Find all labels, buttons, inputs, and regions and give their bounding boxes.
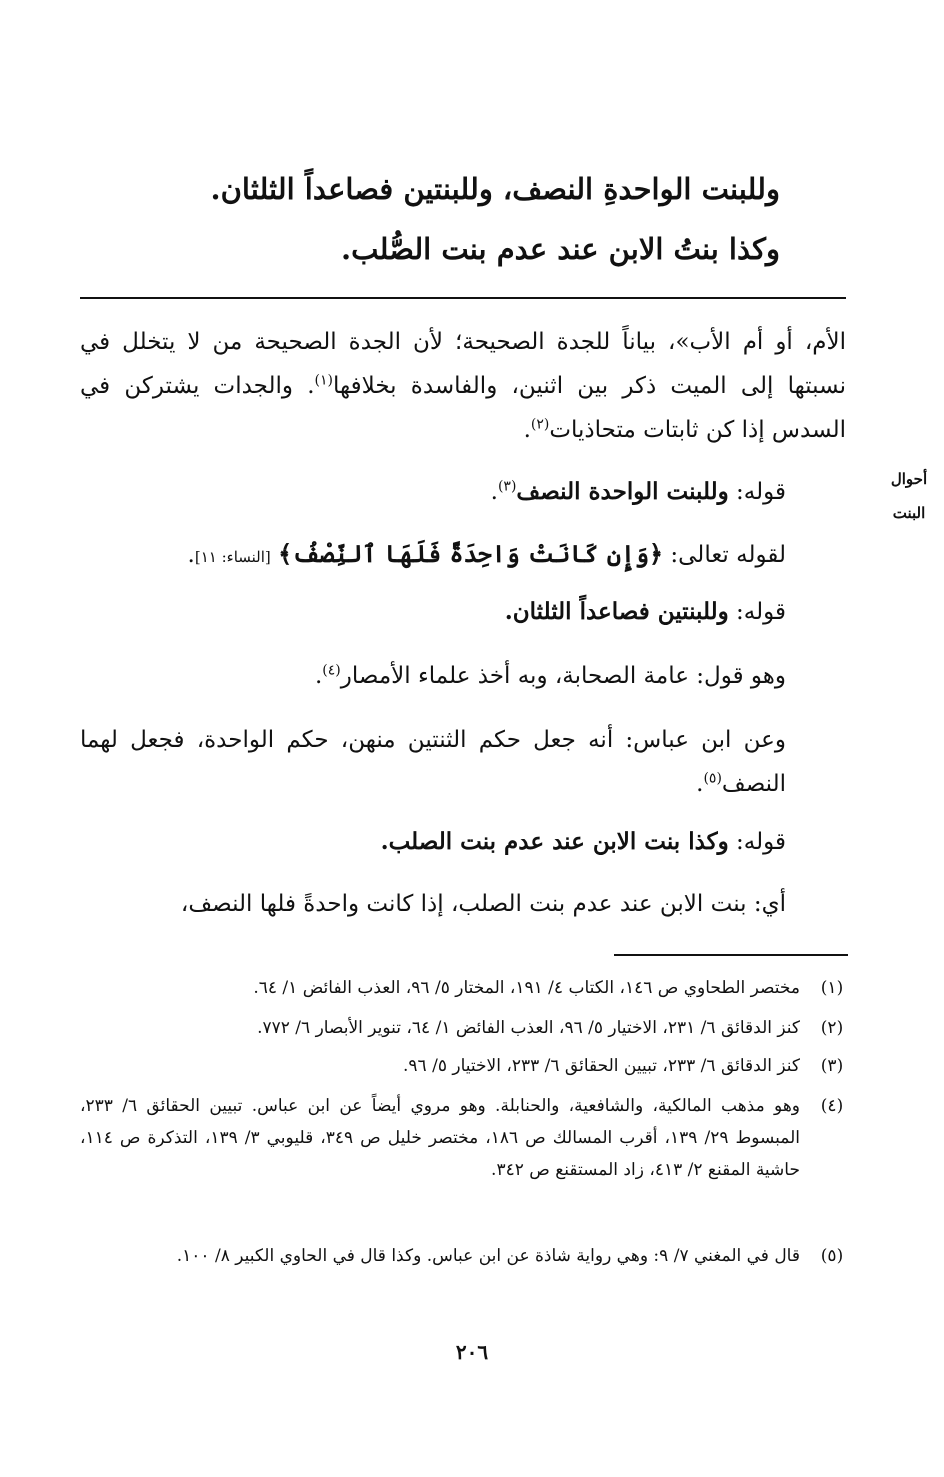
qawluh-2-prefix: قوله: <box>728 599 786 625</box>
qawluh-2-text: وللبنتين فصاعداً الثلثان. <box>504 598 729 625</box>
footnote-4-number: (٤) <box>820 1096 844 1116</box>
ibn-abbas-end: . <box>696 771 704 797</box>
footnote-ref-3: (٣) <box>497 478 517 495</box>
matn-line-1: وللبنت الواحدةِ النصف، وللبنتين فصاعداً الثلثان. <box>210 172 780 206</box>
huwa-line <box>80 660 786 692</box>
footnote-ref-2: (٢) <box>530 416 550 433</box>
footnote-2 <box>80 1012 846 1044</box>
huwa-end: . <box>314 663 323 689</box>
page-number: ٢٠٦ <box>455 1340 489 1364</box>
footnote-2-number: (٢) <box>820 1018 844 1038</box>
verse-prefix: لقوله تعالى: <box>663 542 786 568</box>
footnote-3-number: (٣) <box>820 1056 844 1076</box>
qawluh-2 <box>80 596 786 628</box>
ibn-abbas-text: وعن ابن عباس: أنه جعل حكم الثنتين منهن، حكم الواحدة، فجعل لهما النصف <box>80 727 786 797</box>
qawluh-3 <box>80 826 786 858</box>
footnote-1-text: مختصر الطحاوي ص ١٤٦، الكتاب ٤/ ١٩١، المختار ٥/ ٩٦، العذب الفائض ١/ ٦٤. <box>253 978 800 998</box>
sidenote-line-2: البنت <box>892 504 926 522</box>
qawluh-1-text: وللبنت الواحدة النصف <box>516 478 729 505</box>
footnote-ref-5: (٥) <box>703 770 722 787</box>
huwa-text: وهو قول: عامة الصحابة، وبه أخذ علماء الأمصار <box>340 663 786 689</box>
footnote-ref-4: (٤) <box>322 662 341 679</box>
footnote-divider <box>614 954 848 956</box>
footnote-5 <box>80 1240 846 1272</box>
intro-text-2: . والجدات يشتركن في السدس إذا كن ثابتات متحاذيات <box>80 373 846 443</box>
footnote-ref-1: (١) <box>314 372 333 389</box>
footnote-1 <box>80 972 846 1004</box>
footnote-3 <box>80 1050 846 1082</box>
intro-end: . <box>523 417 531 443</box>
footnote-5-number: (٥) <box>820 1246 844 1266</box>
quran-verse: ﴿وَإِن كَانَتْ وَاحِدَةً فَلَهَا ٱلنِّصْفُ﴾ <box>278 539 664 568</box>
matn-line-2: وكذا بنتُ الابن عند عدم بنت الصُّلب. <box>341 232 780 266</box>
verse-end: . <box>187 542 195 568</box>
footnote-2-text: كنز الدقائق ٦/ ٢٣١، الاختيار ٥/ ٩٦، العذب الفائض ١/ ٦٤، تنوير الأبصار ٦/ ٧٧٢. <box>257 1018 800 1038</box>
verse-line <box>80 538 786 573</box>
sidenote <box>880 462 938 530</box>
footnote-3-text: كنز الدقائق ٦/ ٢٣٣، تبيين الحقائق ٦/ ٢٣٣، الاختيار ٥/ ٩٦. <box>403 1056 800 1076</box>
footnote-4 <box>80 1090 846 1186</box>
ibn-abbas-paragraph <box>80 718 786 806</box>
qawluh-1 <box>80 476 786 508</box>
ay-line: أي: بنت الابن عند عدم بنت الصلب، إذا كانت واحدةً فلها النصف، <box>180 891 786 917</box>
verse-source: [النساء: ١١] <box>194 548 271 566</box>
intro-paragraph <box>80 320 846 452</box>
sidenote-line-1: أحوال <box>890 470 928 488</box>
footnote-4-text: وهو مذهب المالكية، والشافعية، والحنابلة. وهو مروي أيضاً عن ابن عباس. تبيين الحقائق ٦/ ٢٣٣، المبسوط ٢٩/ ١٣٩، أقرب المسالك ص ١٨٦، مختصر خليل ص ٣٤٩، قليوبي ٣/ ١٣٩، التذكرة ص ١١٤، حاشية المقنع ٢/ ٤١٣، زاد المستقنع ص ٣٤٢. <box>80 1096 800 1180</box>
qawluh-3-text: وكذا بنت الابن عند عدم بنت الصلب. <box>380 828 729 855</box>
intro-text-1: الأم، أو أم الأب»، بياناً للجدة الصحيحة؛ لأن الجدة الصحيحة من لا يتخلل في نسبتها إلى الميت ذكر بين اثنين، والفاسدة بخلافها <box>80 329 846 399</box>
footnote-5-text: قال في المغني ٧/ ٩: وهي رواية شاذة عن ابن عباس. وكذا قال في الحاوي الكبير ٨/ ١٠٠. <box>176 1246 800 1266</box>
qawluh-1-prefix: قوله: <box>728 479 786 505</box>
qawluh-3-prefix: قوله: <box>728 829 786 855</box>
matn-divider <box>80 297 846 299</box>
footnote-1-number: (١) <box>820 978 844 998</box>
qawluh-1-end: . <box>490 479 498 505</box>
